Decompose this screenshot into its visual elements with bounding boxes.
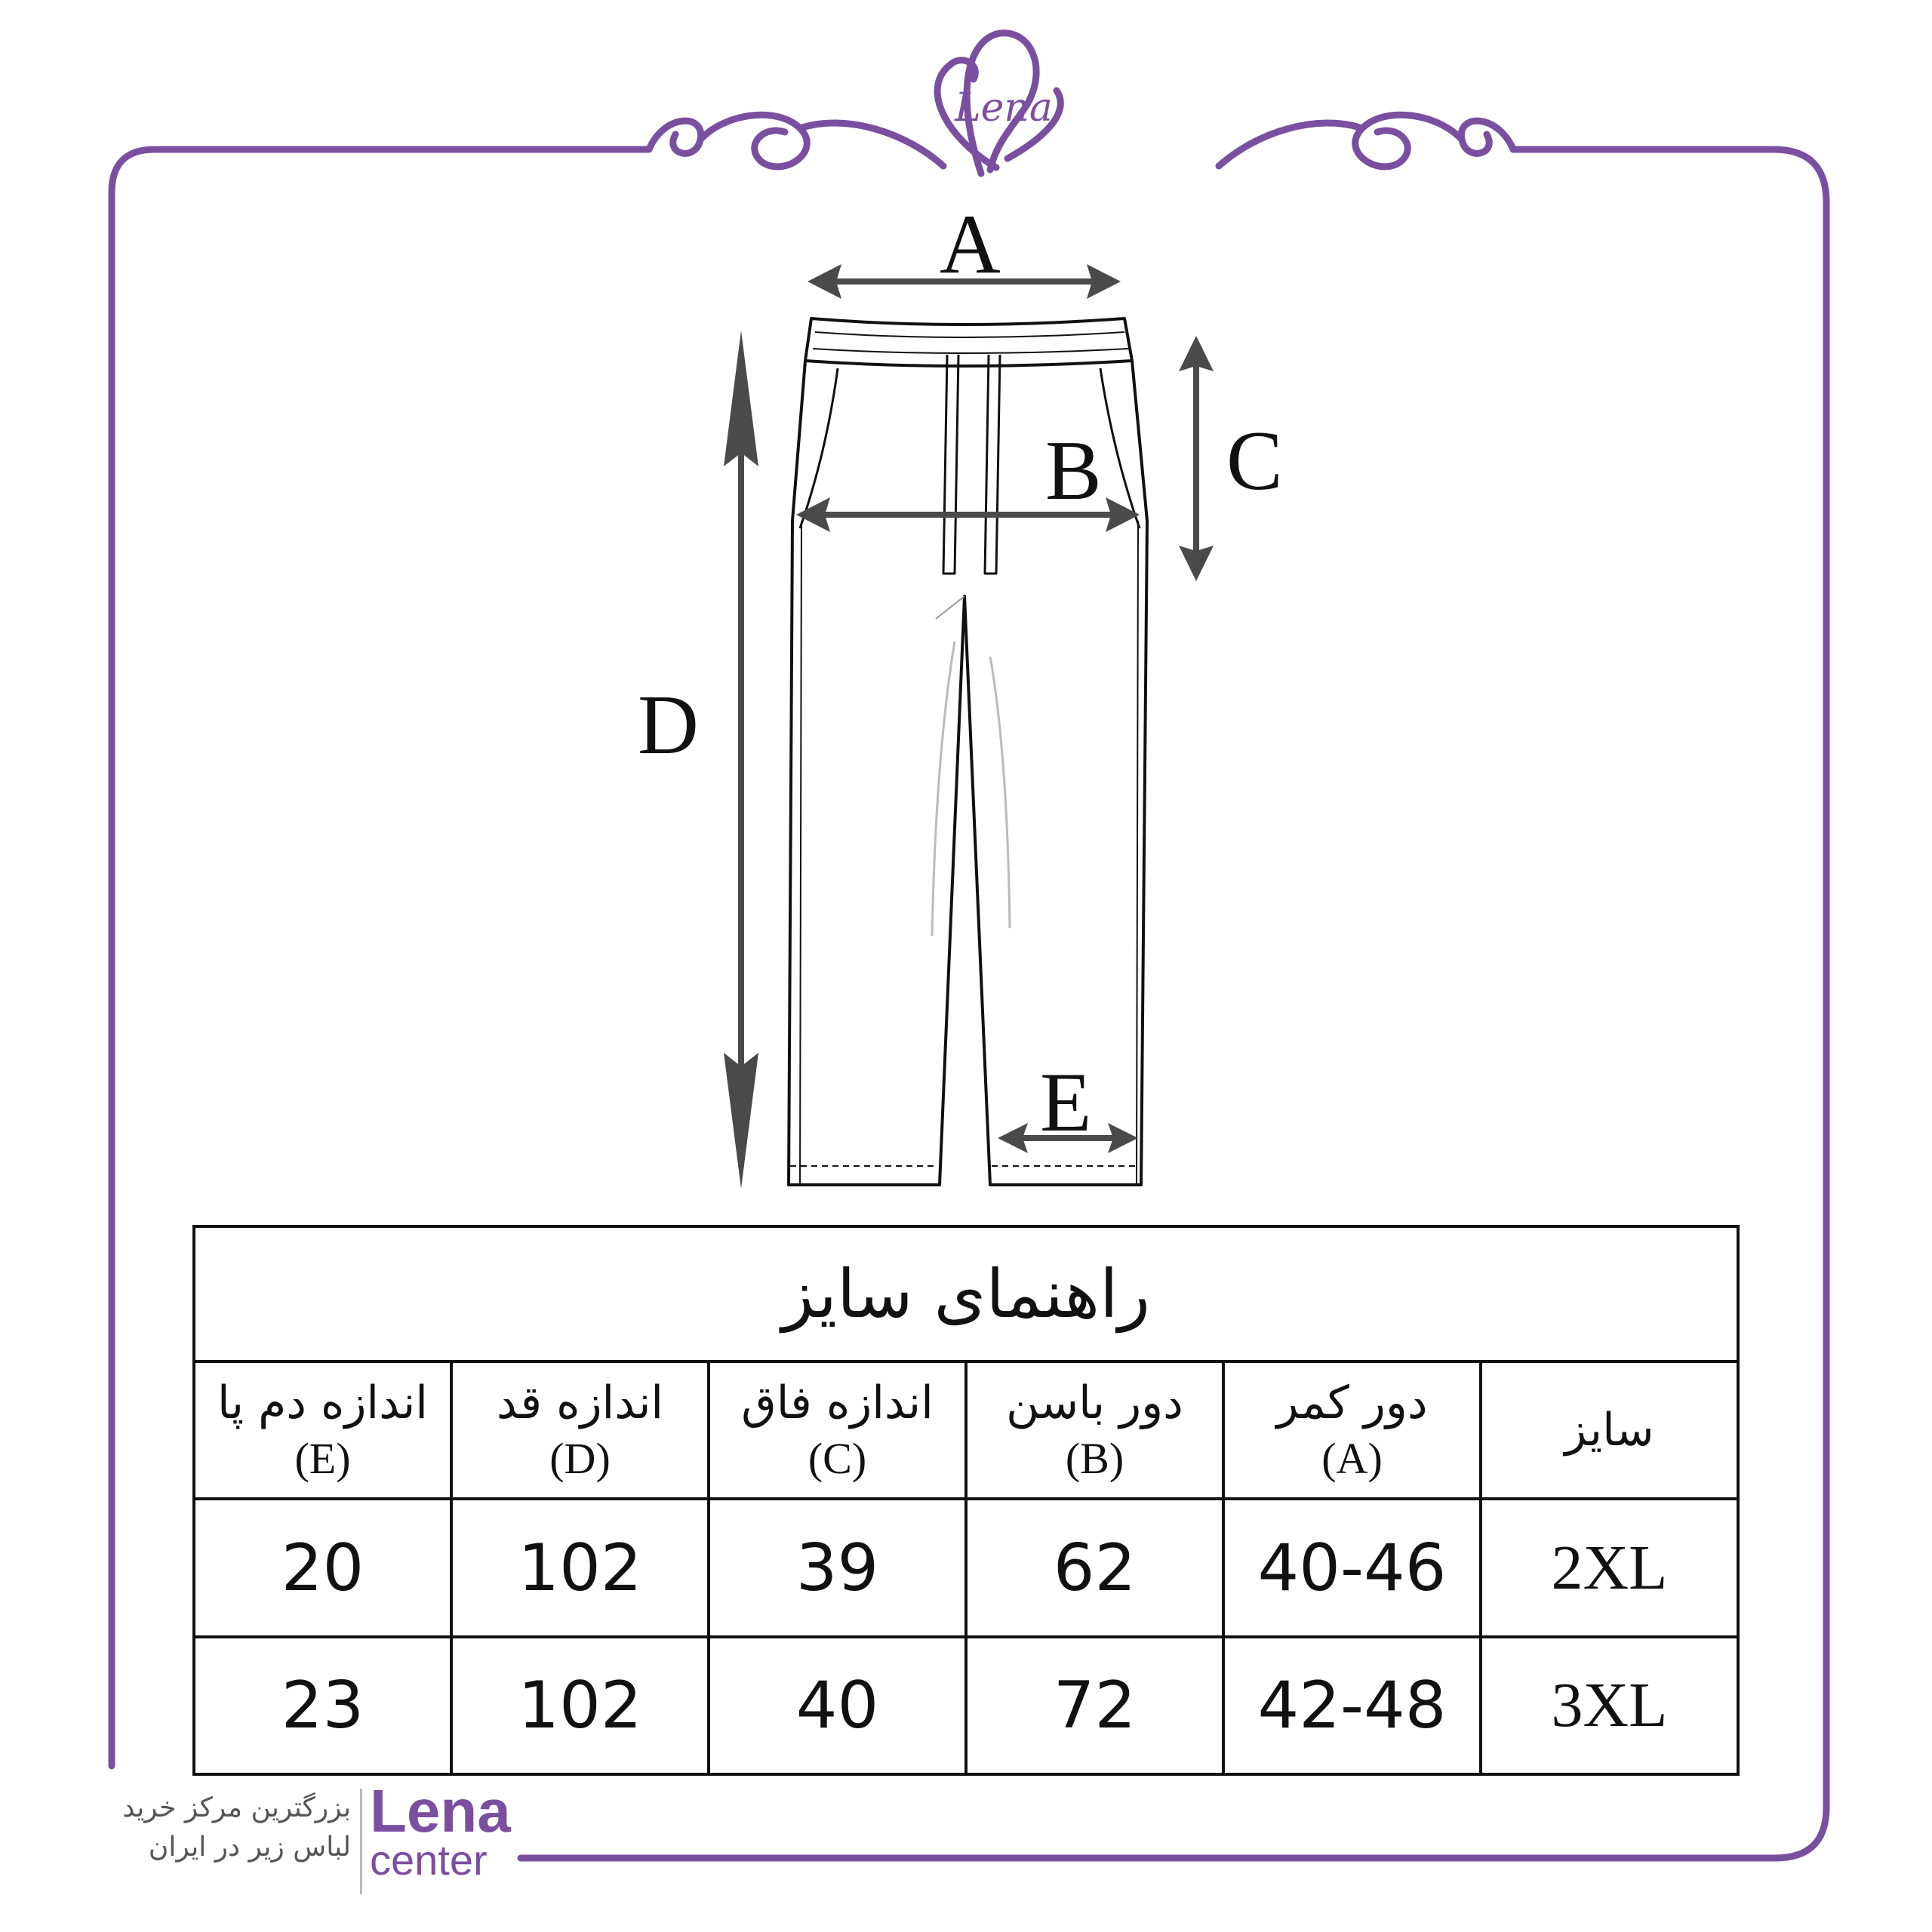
tagline-line-1: بزرگترین مرکز خرید: [122, 1792, 351, 1823]
cell-hip: 62: [966, 1499, 1223, 1636]
drawstring-right: [985, 355, 1000, 574]
size-guide-table: [192, 1225, 1740, 1776]
label-b: B: [1045, 424, 1102, 518]
cell-size: 3XL: [1481, 1637, 1738, 1774]
top-ornament: [649, 33, 1513, 174]
footer-brand-logo: [370, 1777, 511, 1884]
label-d: D: [638, 678, 699, 772]
cell-waist: 40-46: [1223, 1499, 1481, 1636]
header-waist: دور کمر (A): [1223, 1361, 1481, 1499]
drawstring-left: [943, 355, 958, 574]
table-header-row: [194, 1361, 1738, 1499]
label-a: A: [940, 198, 1001, 291]
header-hem: اندازه دم پا (E): [194, 1361, 451, 1499]
cell-size: 2XL: [1481, 1499, 1738, 1636]
cell-rise: 40: [709, 1637, 966, 1774]
logo-script: Lena: [955, 85, 1053, 131]
dimension-arrow-c: [1179, 336, 1214, 581]
header-hip: دور باسن (B): [966, 1361, 1223, 1499]
brand-name: Lena: [370, 1777, 511, 1844]
cell-length: 102: [451, 1637, 709, 1774]
label-c: C: [1226, 414, 1283, 508]
tagline-line-2: لباس زیر در ایران: [148, 1832, 351, 1863]
header-rise: اندازه فاق (C): [709, 1361, 966, 1499]
cell-hem: 20: [194, 1499, 451, 1636]
waistband: [805, 318, 1132, 366]
cell-waist: 42-48: [1223, 1637, 1481, 1774]
header-size: سایز: [1481, 1361, 1738, 1499]
table-row: [194, 1499, 1738, 1636]
dimension-arrow-d: [724, 331, 758, 1189]
cell-rise: 39: [709, 1499, 966, 1636]
cell-hem: 23: [194, 1637, 451, 1774]
cell-length: 102: [451, 1499, 709, 1636]
footer-tagline: [106, 1789, 351, 1867]
table-row: [194, 1637, 1738, 1774]
cell-hip: 72: [966, 1637, 1223, 1774]
header-length: اندازه قد (D): [451, 1361, 709, 1499]
brand-sub: center: [370, 1836, 488, 1884]
footer-divider: [360, 1789, 362, 1894]
table-title: راهنمای سایز: [194, 1226, 1738, 1361]
label-e: E: [1040, 1056, 1092, 1149]
